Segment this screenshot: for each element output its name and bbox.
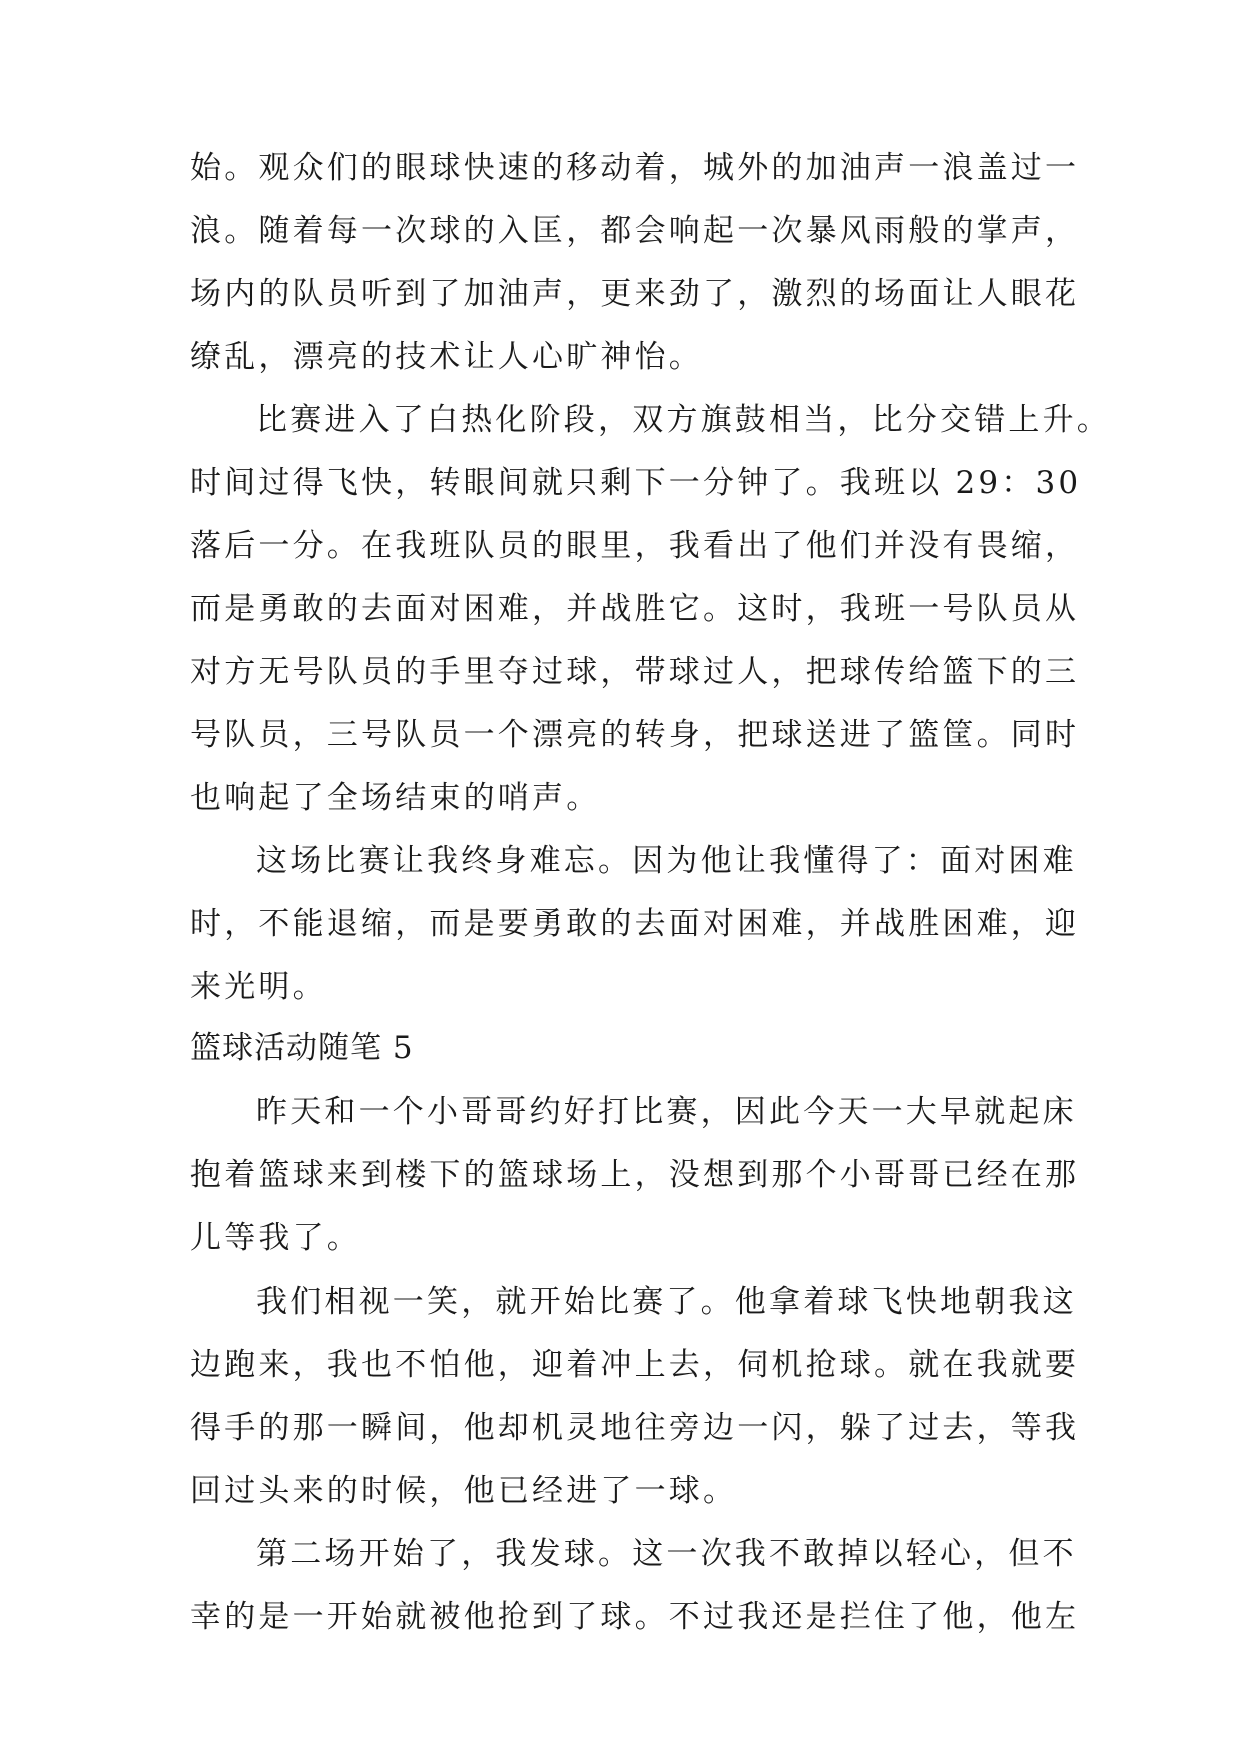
paragraph-line: 我们相视一笑，就开始比赛了。他拿着球飞快地朝我这 [256,1284,1077,1320]
paragraph-line: 这场比赛让我终身难忘。因为他让我懂得了：面对困难 [256,843,1077,879]
paragraph-line: 而是勇敢的去面对困难，并战胜它。这时，我班一号队员从 [190,591,1080,627]
paragraph-line: 时间过得飞快，转眼间就只剩下一分钟了。我班以 29：30 [190,465,1082,501]
paragraph-line: 落后一分。在我班队员的眼里，我看出了他们并没有畏缩， [190,528,1080,564]
paragraph-line: 儿等我了。 [190,1220,361,1256]
paragraph-line: 比赛进入了白热化阶段，双方旗鼓相当，比分交错上升。 [256,402,1111,438]
paragraph-line: 边跑来，我也不怕他，迎着冲上去，伺机抢球。就在我就要 [190,1347,1080,1383]
paragraph-line: 浪。随着每一次球的入匡，都会响起一次暴风雨般的掌声， [190,213,1080,249]
paragraph-line: 场内的队员听到了加油声，更来劲了，激烈的场面让人眼花 [190,276,1080,312]
paragraph-line: 号队员，三号队员一个漂亮的转身，把球送进了篮筐。同时 [190,717,1080,753]
paragraph-line: 得手的那一瞬间，他却机灵地往旁边一闪，躲了过去，等我 [190,1410,1080,1446]
paragraph-line: 幸的是一开始就被他抢到了球。不过我还是拦住了他，他左 [190,1599,1080,1635]
paragraph-line: 时，不能退缩，而是要勇敢的去面对困难，并战胜困难，迎 [190,906,1080,942]
paragraph-line: 对方无号队员的手里夺过球，带球过人，把球传给篮下的三 [190,654,1080,690]
paragraph-line: 始。观众们的眼球快速的移动着，城外的加油声一浪盖过一 [190,150,1080,186]
section-heading: 篮球活动随笔 5 [190,1030,414,1066]
paragraph-line: 缭乱，漂亮的技术让人心旷神怡。 [190,339,703,375]
paragraph-line: 回过头来的时候，他已经进了一球。 [190,1473,738,1509]
paragraph-line: 昨天和一个小哥哥约好打比赛，因此今天一大早就起床 [256,1094,1077,1130]
paragraph-line: 也响起了全场结束的哨声。 [190,780,601,816]
paragraph-line: 来光明。 [190,969,327,1005]
paragraph-line: 抱着篮球来到楼下的篮球场上，没想到那个小哥哥已经在那 [190,1157,1080,1193]
paragraph-line: 第二场开始了，我发球。这一次我不敢掉以轻心，但不 [256,1536,1077,1572]
